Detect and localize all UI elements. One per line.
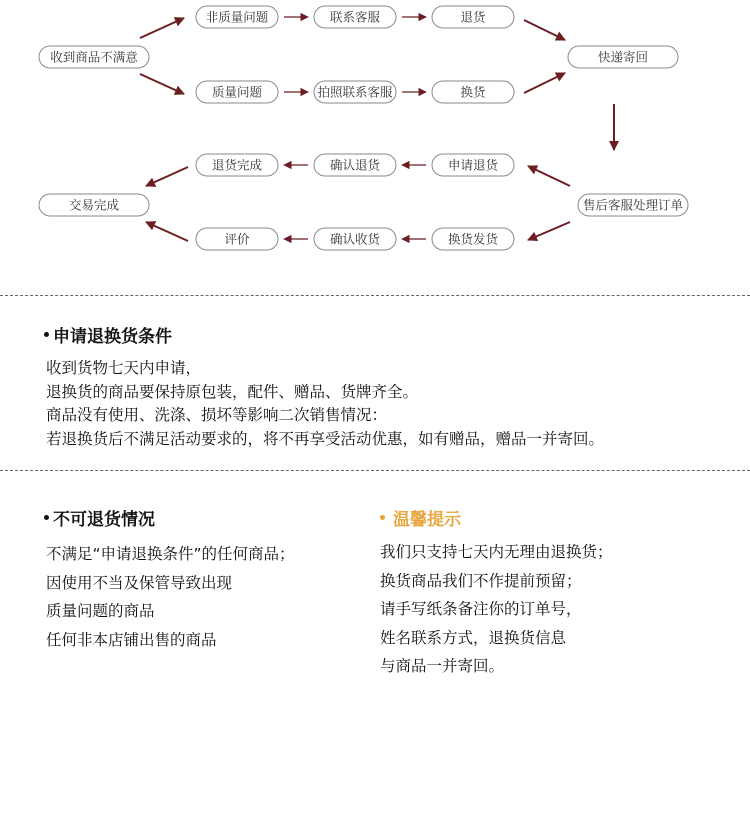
svg-text:评价: 评价 [224, 231, 250, 247]
list-item: 请手写纸条备注你的订单号， [380, 600, 582, 618]
node-return-done [196, 154, 278, 176]
conditions-list [46, 357, 604, 451]
list-item: 不满足“申请退换条件”的任何商品； [46, 545, 295, 563]
node-non-quality [196, 6, 278, 28]
node-return [432, 6, 514, 28]
list-item: 商品没有使用、洗涤、损坏等影响二次销售情况： [46, 406, 388, 424]
node-apply-return [432, 154, 514, 176]
arrow-start-to-nonquality [140, 18, 184, 38]
svg-text:确认退货: 确认退货 [329, 157, 381, 173]
arrow-aftersale-to-ship [528, 222, 570, 240]
svg-text:换货发货: 换货发货 [447, 231, 499, 247]
node-quality [196, 81, 278, 103]
svg-text:快递寄回: 快递寄回 [597, 49, 649, 65]
divider-top [0, 295, 750, 296]
bullet-dot [380, 515, 385, 520]
no-return-list [46, 540, 295, 654]
svg-text:退货: 退货 [460, 9, 486, 25]
arrow-aftersale-to-apply [528, 166, 570, 186]
svg-text:售后客服处理订单: 售后客服处理订单 [582, 197, 684, 213]
node-exchange-ship [432, 228, 514, 250]
node-photo-contact-cs [314, 81, 396, 103]
list-item: 收到货物七天内申请， [46, 359, 202, 377]
flow-diagram [0, 0, 750, 270]
svg-text:联系客服: 联系客服 [329, 9, 381, 25]
svg-text:申请退货: 申请退货 [447, 157, 499, 173]
node-review [196, 228, 278, 250]
list-item: 若退换货后不满足活动要求的，将不再享受活动优惠，如有赠品，赠品一并寄回。 [46, 429, 605, 448]
svg-text:拍照联系客服: 拍照联系客服 [317, 84, 393, 100]
node-confirm-receipt [314, 228, 396, 250]
node-confirm-return [314, 154, 396, 176]
list-item: 质量问题的商品 [46, 602, 155, 620]
arrow-returndone-to-deal [146, 167, 188, 186]
tips-heading: 温馨提示 [380, 505, 461, 530]
node-exchange [432, 81, 514, 103]
svg-text:交易完成: 交易完成 [68, 197, 120, 213]
svg-text:非质量问题: 非质量问题 [205, 9, 269, 25]
bullet-dot [44, 515, 49, 520]
list-item: 换货商品我们不作提前预留； [380, 571, 582, 590]
arrow-exchange-to-express [524, 73, 565, 93]
bullet-dot [44, 332, 49, 337]
arrow-review-to-deal [146, 222, 188, 241]
svg-text:收到商品不满意: 收到商品不满意 [50, 49, 138, 65]
svg-text:退货完成: 退货完成 [211, 157, 263, 173]
node-deal-done [39, 194, 149, 216]
list-item: 退换货的商品要保持原包装，配件、赠品、货牌齐全。 [46, 382, 419, 401]
node-aftersale-cs [578, 194, 688, 216]
conditions-heading: 申请退换货条件 [44, 322, 172, 347]
list-item: 任何非本店铺出售的商品 [46, 630, 217, 649]
node-contact-cs [314, 6, 396, 28]
node-express-back [568, 46, 678, 68]
arrow-start-to-quality [140, 74, 184, 94]
tips-list [380, 538, 613, 681]
svg-text:换货: 换货 [460, 84, 486, 100]
svg-text:质量问题: 质量问题 [211, 84, 263, 100]
svg-text:确认收货: 确认收货 [329, 231, 381, 247]
list-item: 因使用不当及保管导致出现 [46, 573, 233, 592]
arrow-return-to-express [524, 20, 565, 40]
list-item: 我们只支持七天内无理由退换货； [380, 543, 613, 561]
divider-middle [0, 470, 750, 471]
no-return-heading: 不可退货情况 [44, 505, 155, 530]
node-dissatisfied [39, 46, 149, 68]
list-item: 姓名联系方式，退换货信息 [380, 628, 567, 647]
list-item: 与商品一并寄回。 [380, 657, 505, 675]
